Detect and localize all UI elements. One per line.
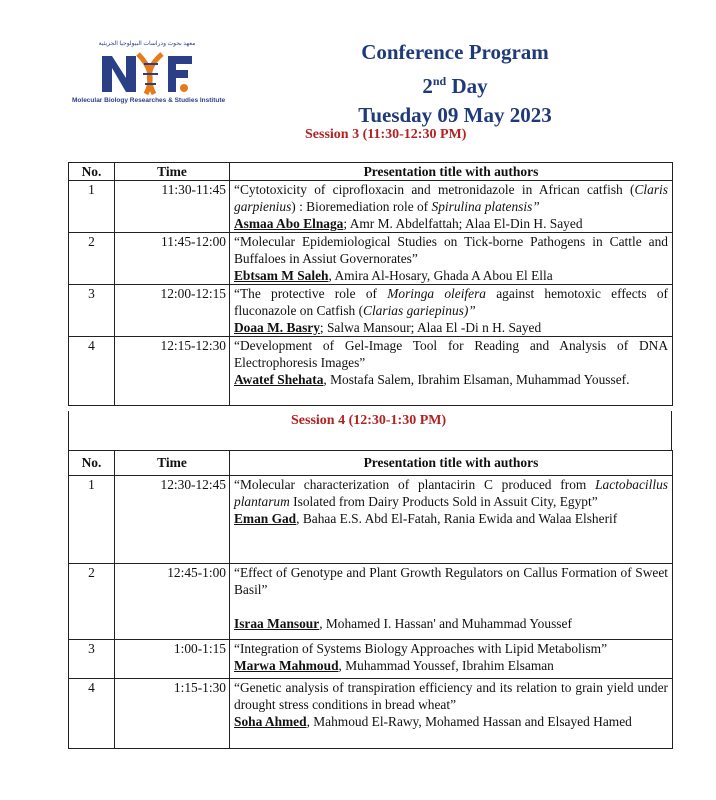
col-header-no: No. xyxy=(69,163,115,181)
institute-logo xyxy=(72,40,232,112)
presenting-author: Awatef Shehata xyxy=(234,372,324,387)
row-number: 3 xyxy=(69,640,115,679)
presentation-cell: “Molecular Epidemiological Studies on Tick-borne Pathogens in Cattle and Buffaloes in Assiut Governorates” Ebtsam M Saleh, Amira Al-Hosary, Ghada A Abou El Ella xyxy=(230,233,673,285)
table-header-row xyxy=(69,451,673,476)
presentation-cell: “Development of Gel-Image Tool for Reading and Analysis of DNA Electrophoresis Images” Awatef Shehata, Mostafa Salem, Ibrahim Elsaman, Muhammad Youssef. xyxy=(230,337,673,406)
program-day: 2nd Day xyxy=(422,74,488,98)
logo-institute-name: Molecular Biology Researches & Studies Institute xyxy=(72,97,226,104)
row-number: 2 xyxy=(69,233,115,285)
session-3-table xyxy=(68,162,673,406)
row-time: 12:30-12:45 xyxy=(115,476,230,564)
row-number: 4 xyxy=(69,679,115,749)
row-number: 1 xyxy=(69,181,115,233)
program-date: Tuesday 09 May 2023 xyxy=(358,103,552,127)
row-time: 12:15-12:30 xyxy=(115,337,230,406)
session-3-title: Session 3 (11:30-12:30 PM) xyxy=(305,127,467,142)
table-row xyxy=(69,564,673,640)
presentation-cell: “The protective role of Moringa oleifera against hemotoxic effects of fluconazole on Catfish (Clarias gariepinus)” Doaa M. Basry; Salwa Mansour; Alaa El -Di n H. Sayed xyxy=(230,285,673,337)
presentation-cell: “Effect of Genotype and Plant Growth Regulators on Callus Formation of Sweet Basil” Israa Mansour, Mohamed I. Hassan' and Muhammad Youssef xyxy=(230,564,673,640)
program-title: Conference Program xyxy=(361,40,549,64)
table-row xyxy=(69,337,673,406)
presenting-author: Ebtsam M Saleh xyxy=(234,268,329,283)
presentation-cell: “Integration of Systems Biology Approaches with Lipid Metabolism” Marwa Mahmoud, Muhammad Youssef, Ibrahim Elsaman xyxy=(230,640,673,679)
row-time: 1:15-1:30 xyxy=(115,679,230,749)
logo-mark-icon xyxy=(88,48,198,96)
row-time: 12:45-1:00 xyxy=(115,564,230,640)
table-row xyxy=(69,233,673,285)
col-header-time: Time xyxy=(115,451,230,476)
presenting-author: Asmaa Abo Elnaga xyxy=(234,216,344,231)
presenting-author: Israa Mansour xyxy=(234,616,320,631)
table-header-row xyxy=(69,163,673,181)
row-number: 3 xyxy=(69,285,115,337)
session-4-table xyxy=(68,450,673,749)
col-header-time: Time xyxy=(115,163,230,181)
logo-arabic-text: معهد بحوث ودراسات البيولوجيا الجزيئية xyxy=(98,41,196,47)
presentation-cell: “Molecular characterization of plantacirin C produced from Lactobacillus plantarum Isolated from Dairy Products Sold in Assuit City, Egypt” Eman Gad, Bahaa E.S. Abd El-Fatah, Rania Ewida and Walaa Elsherif xyxy=(230,476,673,564)
table-row xyxy=(69,476,673,564)
row-number: 4 xyxy=(69,337,115,406)
presenting-author: Doaa M. Basry xyxy=(234,320,320,335)
col-header-title: Presentation title with authors xyxy=(230,451,673,476)
row-time: 1:00-1:15 xyxy=(115,640,230,679)
presenting-author: Marwa Mahmoud xyxy=(234,658,339,673)
row-number: 2 xyxy=(69,564,115,640)
presentation-cell: “Cytotoxicity of ciprofloxacin and metronidazole in African catfish (Claris garpienius) : Bioremediation role of Spirulina platensis” Asmaa Abo Elnaga; Amr M. Abdelfattah; Alaa El-Din H. Sayed xyxy=(230,181,673,233)
table-row xyxy=(69,285,673,337)
presenting-author: Soha Ahmed xyxy=(234,714,307,729)
presentation-cell: “Genetic analysis of transpiration efficiency and its relation to grain yield under drought stress conditions in bread wheat” Soha Ahmed, Mahmoud El-Rawy, Mohamed Hassan and Elsayed Hamed xyxy=(230,679,673,749)
col-header-no: No. xyxy=(69,451,115,476)
row-time: 11:45-12:00 xyxy=(115,233,230,285)
table-row xyxy=(69,640,673,679)
row-time: 12:00-12:15 xyxy=(115,285,230,337)
table-row xyxy=(69,679,673,749)
session-4-title: Session 4 (12:30-1:30 PM) xyxy=(291,413,447,428)
program-title-block xyxy=(290,38,620,130)
table-row xyxy=(69,181,673,233)
col-header-title: Presentation title with authors xyxy=(230,163,673,181)
row-time: 11:30-11:45 xyxy=(115,181,230,233)
session-4-header xyxy=(68,411,672,451)
presenting-author: Eman Gad xyxy=(234,511,297,526)
row-number: 1 xyxy=(69,476,115,564)
